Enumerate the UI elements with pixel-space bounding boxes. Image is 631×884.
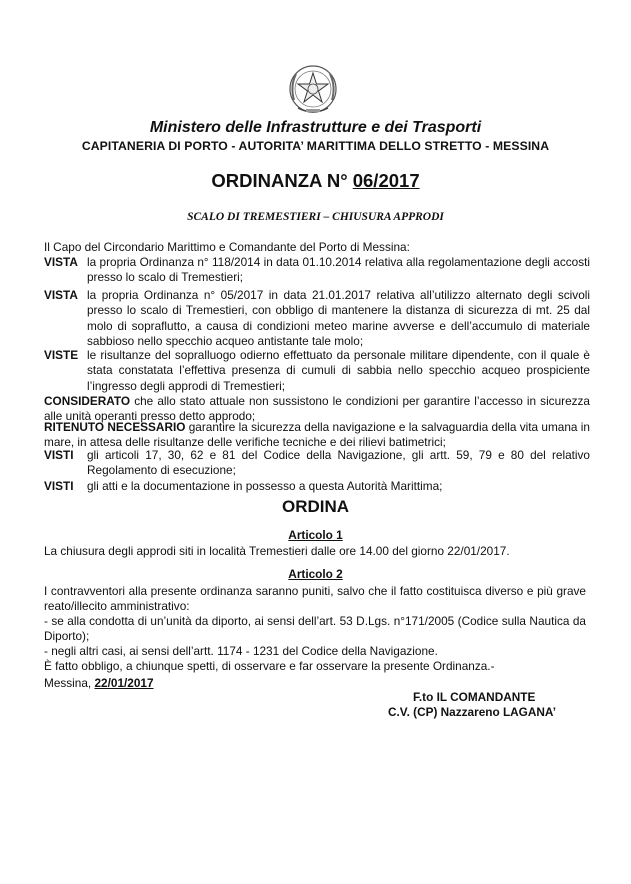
premise-text: RITENUTO NECESSARIO garantire la sicurezza della navigazione e la salvaguardia della vita umana in mare, in attesa delle risultanze delle verifiche tecniche e dei rilievi batimetrici; xyxy=(44,420,590,450)
article-2-paragraph: I contravventori alla presente ordinanza saranno puniti, salvo che il fatto costituisca diverso e più grave reato/illecito amministrativo: xyxy=(44,584,586,614)
ordinanza-heading xyxy=(0,170,631,192)
place: Messina, xyxy=(44,676,92,690)
premise-text: le risultanze del sopralluogo odierno effettuato da personale militare dipendente, con il quale è stata constatata l’effettiva presenza di cumuli di sabbia nello specchio acqueo prospiciente l’ingresso degli approdi di Tremestieri; xyxy=(87,348,590,393)
premise-item xyxy=(44,288,590,350)
capitaneria-title: CAPITANERIA DI PORTO - AUTORITA’ MARITTIMA DELLO STRETTO - MESSINA xyxy=(81,139,550,153)
premise-text: CONSIDERATO che allo stato attuale non sussistono le condizioni per garantire l’accesso in sicurezza alle unità operanti presso detto approdo; xyxy=(44,394,590,424)
article-1-title: Articolo 1 xyxy=(288,528,343,542)
premise-text: la propria Ordinanza n° 05/2017 in data 21.01.2017 relativa all’utilizzo alternato degli scivoli presso lo scalo di Tremestieri, con obbligo di mantenere la distanza di sicurezza di mt. 25 dal molo di sopraflutto, a causa di condizioni meteo marine avverse e dell’accumulo di materiale sabbioso nello specchio acqueo antistante tale molo; xyxy=(87,288,590,349)
premise-item xyxy=(44,255,590,286)
signing-date: 22/01/2017 xyxy=(94,676,154,690)
article-1-text: La chiusura degli approdi siti in località Tremestieri dalle ore 14.00 del giorno 22/01/2017. xyxy=(44,544,510,558)
premise-text: gli atti e la documentazione in possesso a questa Autorità Marittima; xyxy=(87,479,443,493)
premise-item xyxy=(44,420,590,451)
intro-text: Il Capo del Circondario Marittimo e Comandante del Porto di Messina: xyxy=(44,240,410,254)
ordina-heading: ORDINA xyxy=(281,497,350,516)
ordinanza-subject: SCALO DI TREMESTIERI – CHIUSURA APPRODI xyxy=(187,211,444,223)
article-2-paragraph: - negli altri casi, ai sensi dell’artt. 1174 - 1231 del Codice della Navigazione. xyxy=(44,644,438,658)
ministry-title: Ministero delle Infrastrutture e dei Trasporti xyxy=(149,119,482,136)
premise-text: la propria Ordinanza n° 118/2014 in data 01.10.2014 relativa alla regolamentazione degli accosti presso lo scalo di Tremestieri; xyxy=(87,255,590,285)
premise-item xyxy=(44,348,590,394)
premise-keyword: RITENUTO NECESSARIO xyxy=(44,420,186,434)
premise-keyword: VISTA xyxy=(44,288,78,302)
article-2-paragraph: È fatto obbligo, a chiunque spetti, di osservare e far osservare la presente Ordinanza.- xyxy=(44,659,495,673)
premise-keyword: VISTI xyxy=(44,479,74,493)
premise-keyword: CONSIDERATO xyxy=(44,394,131,408)
premise-keyword: VISTA xyxy=(44,255,78,269)
ordinanza-number: 06/2017 xyxy=(352,170,420,191)
article-2-paragraph: - se alla condotta di un’unità da diporto, ai sensi dell’art. 53 D.Lgs. n°171/2005 (Codice sulla Nautica da Diporto); xyxy=(44,614,586,644)
signature-title: F.to IL COMANDANTE xyxy=(413,690,536,704)
italian-republic-emblem-icon xyxy=(286,62,340,118)
premise-keyword: VISTI xyxy=(44,448,74,462)
premise-text: gli articoli 17, 30, 62 e 81 del Codice della Navigazione, gli artt. 59, 79 e 80 del relativo Regolamento di esecuzione; xyxy=(87,448,590,478)
premise-item xyxy=(44,479,590,494)
article-2-title: Articolo 2 xyxy=(288,567,343,581)
date-line xyxy=(44,676,154,691)
premise-keyword: VISTE xyxy=(44,348,79,362)
premise-item xyxy=(44,448,590,479)
ordinanza-label: ORDINANZA N° xyxy=(211,170,348,191)
signature-name: C.V. (CP) Nazzareno LAGANA’ xyxy=(388,705,557,719)
